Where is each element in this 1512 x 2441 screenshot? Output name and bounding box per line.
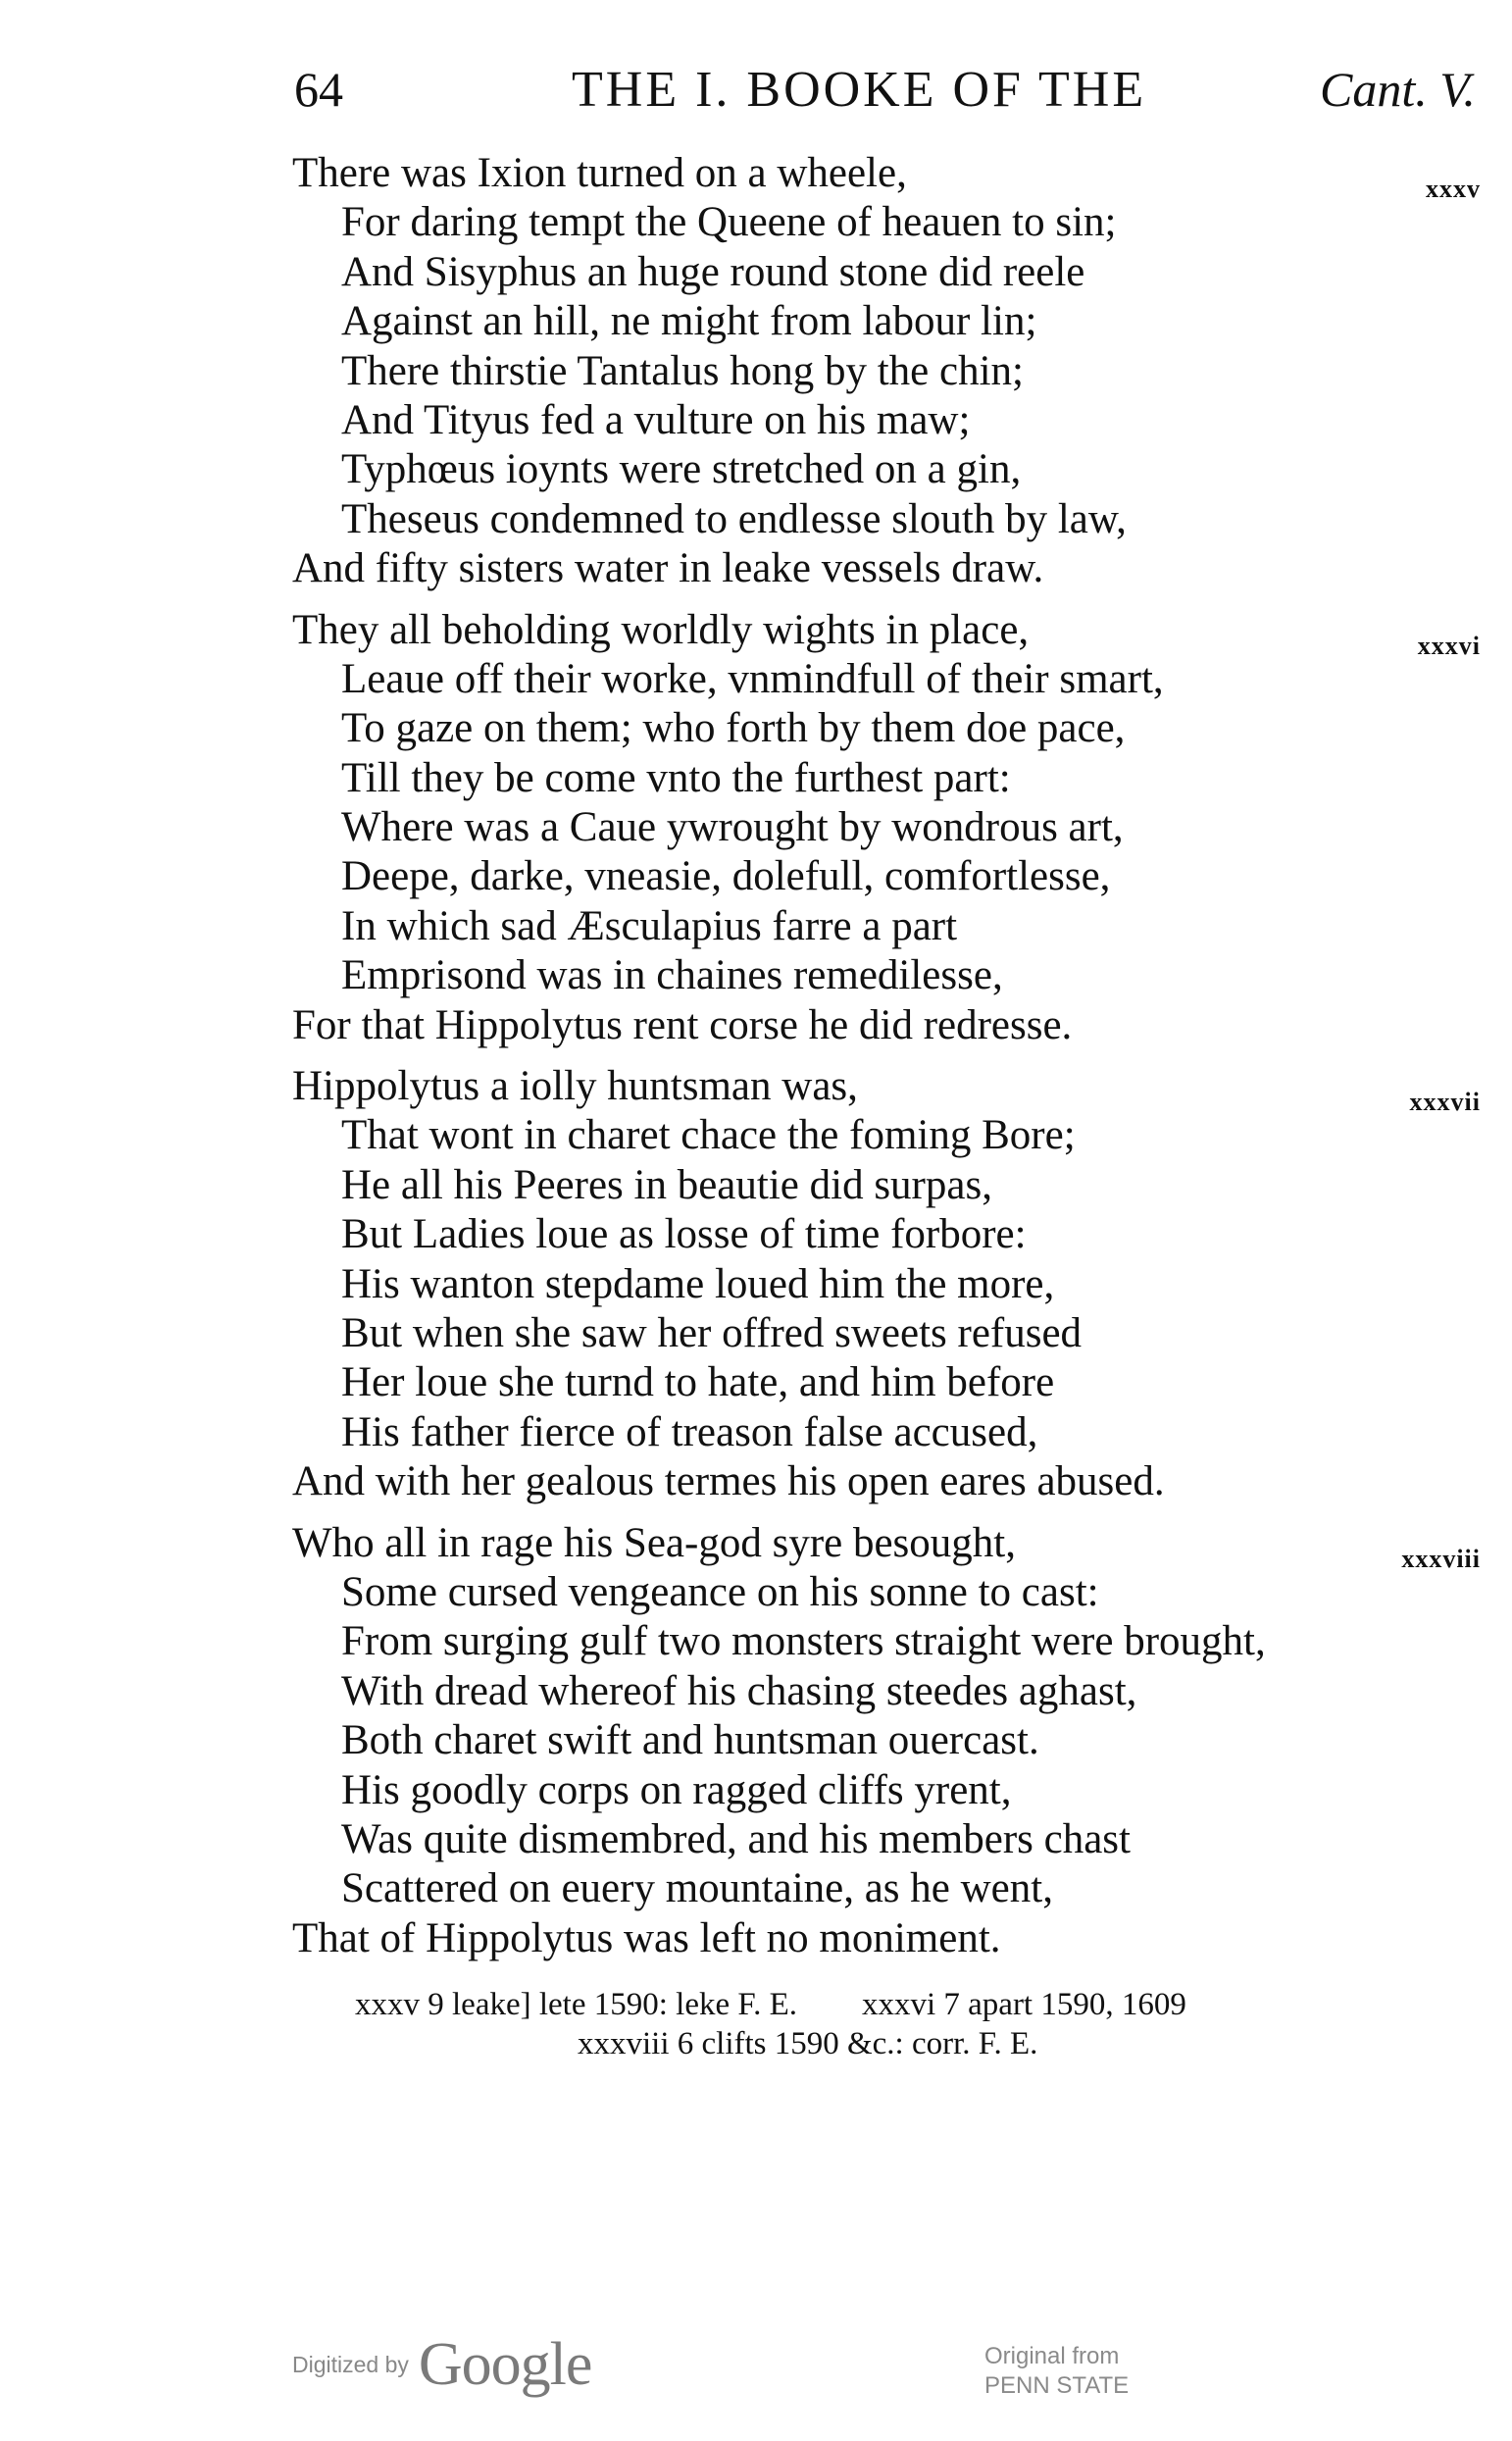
stanza-numeral: xxxv [1426, 175, 1481, 203]
stanza-numeral: xxxvi [1417, 631, 1481, 660]
verse-line: Leaue off their worke, vnmindfull of their smart, [341, 655, 1164, 702]
verse-line: There was Ixion turned on a wheele, [292, 150, 907, 196]
google-logo: Google [418, 2331, 592, 2398]
verse-line: Where was a Caue ywrought by wondrous art, [341, 804, 1124, 851]
verse-line: Against an hill, ne might from labour lin; [341, 298, 1037, 345]
digitized-by-label: Digitized by [292, 2352, 409, 2377]
institution-label: PENN STATE [984, 2372, 1130, 2399]
verse-line: His wanton stepdame loued him the more, [341, 1260, 1055, 1307]
digitized-by-watermark [292, 2330, 591, 2409]
verse-line: His goodly corps on ragged cliffs yrent, [341, 1766, 1012, 1813]
textual-notes [355, 1985, 1434, 2063]
verse-line: In which sad Æsculapius farre a part [341, 902, 958, 949]
verse-line: Emprisond was in chaines remedilesse, [341, 952, 1003, 999]
note-xxxvi: xxxvi 7 apart 1590, 1609 [861, 1987, 1186, 2022]
verse-line: For daring tempt the Queene of heauen to sin; [341, 199, 1117, 246]
verse-line: Typhœus ioynts were stretched on a gin, [341, 446, 1022, 493]
stanza-xxxv [292, 149, 1488, 594]
poem-body [292, 149, 1488, 1975]
original-from-watermark [984, 2342, 1129, 2401]
note-line [355, 1985, 1434, 2024]
running-header [0, 61, 1512, 129]
verse-line: Her loue she turnd to hate, and him before [341, 1359, 1055, 1406]
verse-line: His father fierce of treason false accused, [341, 1408, 1038, 1455]
verse-line: And Sisyphus an huge round stone did reele [341, 248, 1085, 295]
verse-line: But when she saw her offred sweets refused [341, 1309, 1083, 1356]
verse-line: Hippolytus a iolly huntsman was, [292, 1063, 858, 1110]
verse-line: Some cursed vengeance on his sonne to cast: [341, 1568, 1099, 1615]
original-from-label: Original from [984, 2343, 1120, 2369]
verse-line: But Ladies loue as losse of time forbore: [341, 1211, 1027, 1258]
verse-line: That of Hippolytus was left no moniment. [292, 1914, 1001, 1961]
verse-line: And fifty sisters water in leake vessels draw. [292, 545, 1044, 592]
verse-line: Both charet swift and huntsman ouercast. [341, 1717, 1039, 1764]
stanza-numeral: xxxvii [1409, 1088, 1481, 1117]
verse-line: For that Hippolytus rent corse he did redresse. [292, 1001, 1073, 1048]
verse-line: That wont in charet chace the foming Bore; [341, 1112, 1076, 1159]
note-xxxviii: xxxviii 6 clifts 1590 &c.: corr. F. E. [578, 2026, 1038, 2061]
verse-line: Scattered on euery mountaine, as he went, [341, 1865, 1053, 1912]
note-line [355, 2024, 1434, 2063]
verse-line: To gaze on them; who forth by them doe pace, [341, 705, 1126, 752]
verse-line: Who all in rage his Sea-god syre besought, [292, 1519, 1016, 1566]
verse-line: From surging gulf two monsters straight were brought, [341, 1618, 1266, 1665]
stanza-xxxvi [292, 606, 1488, 1051]
verse-line: Till they be come vnto the furthest part: [341, 754, 1011, 801]
verse-line: They all beholding worldly wights in place, [292, 606, 1030, 653]
verse-line: With dread whereof his chasing steedes aghast, [341, 1667, 1137, 1714]
stanza-numeral: xxxviii [1401, 1544, 1481, 1573]
verse-line: And with her gealous termes his open eares abused. [292, 1458, 1165, 1505]
running-title: THE I. BOOKE OF THE [572, 62, 1147, 118]
stanza-xxxviii [292, 1519, 1488, 1964]
stanza-xxxvii [292, 1062, 1488, 1507]
verse-line: Deepe, darke, vneasie, dolefull, comfortlesse, [341, 853, 1111, 900]
note-xxxv: xxxv 9 leake] lete 1590: leke F. E. [355, 1987, 797, 2022]
verse-line: Was quite dismembred, and his members chast [341, 1815, 1131, 1862]
verse-line: And Tityus fed a vulture on his maw; [341, 396, 971, 443]
page-number: 64 [294, 62, 343, 117]
verse-line: He all his Peeres in beautie did surpas, [341, 1161, 992, 1208]
verse-line: There thirstie Tantalus hong by the chin; [341, 347, 1024, 394]
verse-line: Theseus condemned to endlesse slouth by law, [341, 495, 1127, 542]
canto-label: Cant. V. [1320, 62, 1476, 117]
